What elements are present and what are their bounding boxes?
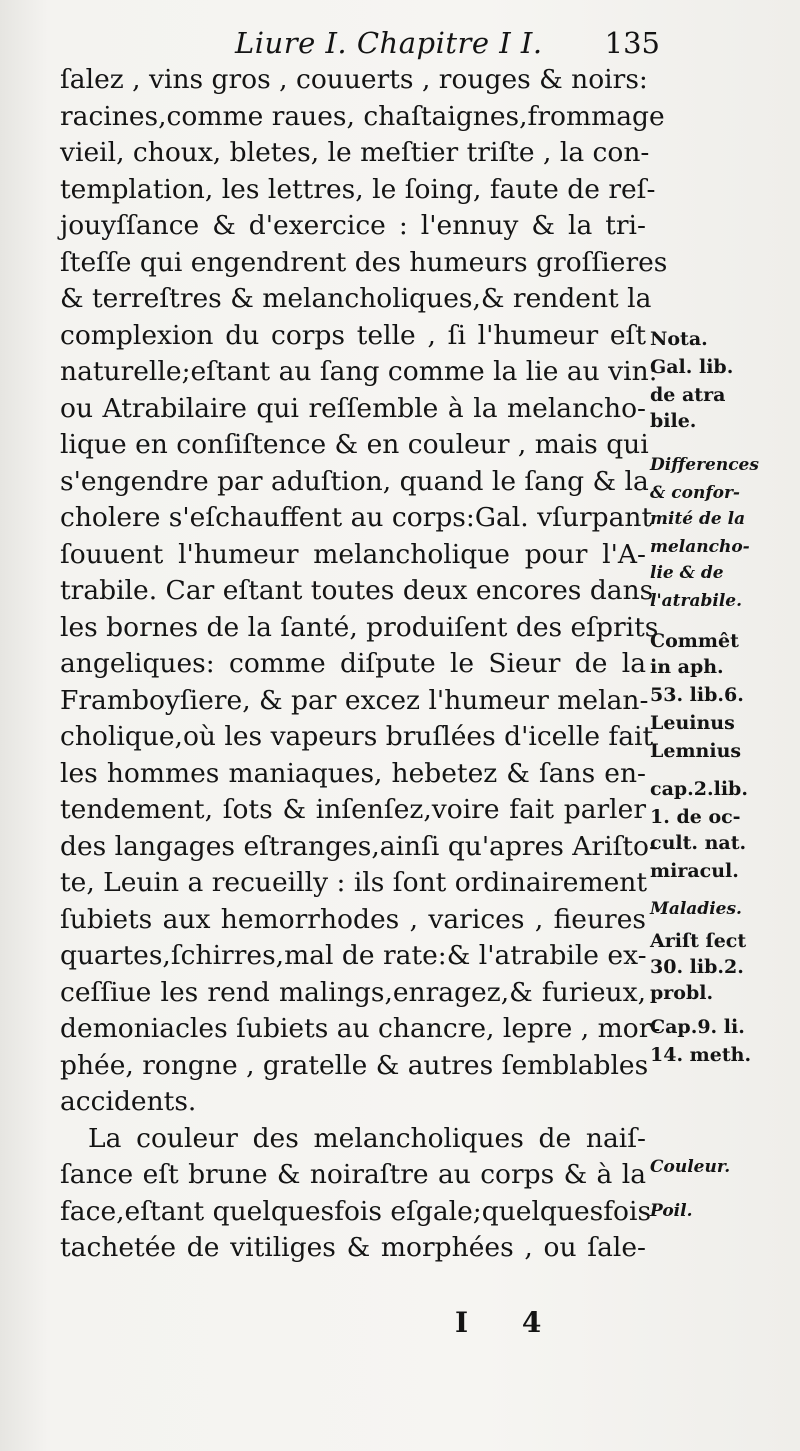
text-line: ſouuent l'humeur melancholique pour l'A- xyxy=(60,538,646,570)
text-line: accidents. xyxy=(60,1086,197,1117)
text-line: demoniacles ſubiets au chancre, lepre , mor- xyxy=(60,1013,661,1044)
running-title: Liure I. Chapitre I I. xyxy=(235,26,543,60)
text-line: s'engendre par aduſtion, quand le ſang & la xyxy=(60,465,649,497)
margin-note: melancho- xyxy=(650,537,750,557)
text-line: ou Atrabilaire qui reſſemble à la melancho- xyxy=(60,392,646,424)
margin-note: Cap.9. li. xyxy=(650,1016,745,1038)
margin-note: Leuinus xyxy=(650,712,735,734)
margin-note: in aph. xyxy=(650,656,724,678)
text-line: ſubiets aux hemorrhodes , varices , fieures xyxy=(60,903,646,935)
margin-notes xyxy=(650,0,800,1451)
text-line: jouyſſance & d'exercice : l'ennuy & la tri- xyxy=(60,210,646,241)
text-line: vieil, choux, bletes, le meſtier triſte , la con- xyxy=(60,137,650,168)
text-line: les hommes maniaques, hebetez & ſans en- xyxy=(60,757,646,789)
text-line: Framboyſiere, & par excez l'humeur melan- xyxy=(60,684,649,716)
margin-note: Lemnius xyxy=(650,740,742,762)
page-header xyxy=(60,22,660,66)
margin-note: Maladies. xyxy=(650,899,742,919)
margin-note: & confor- xyxy=(650,483,740,503)
margin-note: bile. xyxy=(650,410,697,432)
margin-note: Ariſt ſect xyxy=(650,930,747,952)
margin-note: Differences xyxy=(650,455,759,475)
text-line: ſalez , vins gros , couuerts , rouges & noirs: xyxy=(60,64,648,95)
text-line: tendement, ſots & inſenſez,voire fait parler xyxy=(60,794,646,825)
text-line: cholere s'eſchauffent au corps:Gal. vſurpant xyxy=(60,502,653,533)
text-line: templation, les lettres, le ſoing, faute de reſ- xyxy=(60,173,656,205)
margin-note: Nota. xyxy=(650,328,708,350)
text-line: phée, rongne , gratelle & autres ſemblables xyxy=(60,1049,649,1081)
margin-note: mité de la xyxy=(650,509,746,529)
text-line: complexion du corps telle , ſi l'humeur eſt xyxy=(60,319,646,351)
text-line: naturelle;eſtant au ſang comme la lie au vin: xyxy=(60,356,658,387)
text-line: ſteſſe qui engendrent des humeurs groſſieres xyxy=(60,246,668,278)
signature-mark: I 4 xyxy=(455,1306,564,1339)
main-text xyxy=(60,62,668,1267)
text-line: trabile. Car eſtant toutes deux encores dans xyxy=(60,575,654,606)
text-line: te, Leuin a recueilly : ils ſont ordinairement xyxy=(60,867,647,898)
text-line: quartes,ſchirres,mal de rate:& l'atrabile ex- xyxy=(60,940,647,971)
margin-note: 53. lib.6. xyxy=(650,684,744,706)
text-line: les bornes de la ſanté, produiſent des eſprits xyxy=(60,611,659,643)
text-line: cholique,où les vapeurs bruſlées d'icelle fait xyxy=(60,721,654,752)
text-line: des langages eſtranges,ainſi qu'apres Ariſto- xyxy=(60,830,658,862)
margin-note: miracul. xyxy=(650,860,739,882)
margin-note: Couleur. xyxy=(650,1157,731,1177)
margin-note: lie & de xyxy=(650,563,724,583)
text-line: racines,comme raues, chaſtaignes,frommage xyxy=(60,100,665,132)
margin-note: probl. xyxy=(650,982,714,1004)
margin-note: Commêt xyxy=(650,630,739,652)
text-line: face,eſtant quelquesfois eſgale;quelquesfois xyxy=(60,1195,652,1227)
text-line: ſance eſt brune & noiraſtre au corps & à la xyxy=(60,1159,646,1190)
margin-note: Poil. xyxy=(650,1201,693,1221)
text-line: tachetée de vitiliges & morphées , ou ſale- xyxy=(60,1232,646,1263)
margin-note: cult. nat. xyxy=(650,832,747,854)
margin-note: l'atrabile. xyxy=(650,591,743,611)
text-line: ceſſiue les rend malings,enragez,& furieux, xyxy=(60,976,646,1008)
page-number: 135 xyxy=(604,26,660,60)
text-line: lique en conſiſtence & en couleur , mais qui xyxy=(60,429,649,460)
margin-note: Gal. lib. xyxy=(650,356,734,378)
margin-note: de atra xyxy=(650,384,726,406)
text-line: & terreſtres & melancholiques,& rendent la xyxy=(60,283,652,314)
text-line: angeliques: comme diſpute le Sieur de la xyxy=(60,648,646,679)
paragraph-first-line: La couleur des melancholiques de naiſ- xyxy=(88,1122,646,1154)
margin-note: 30. lib.2. xyxy=(650,956,744,978)
margin-note: 1. de oc- xyxy=(650,806,741,828)
margin-note: 14. meth. xyxy=(650,1044,752,1066)
margin-note: cap.2.lib. xyxy=(650,778,748,800)
